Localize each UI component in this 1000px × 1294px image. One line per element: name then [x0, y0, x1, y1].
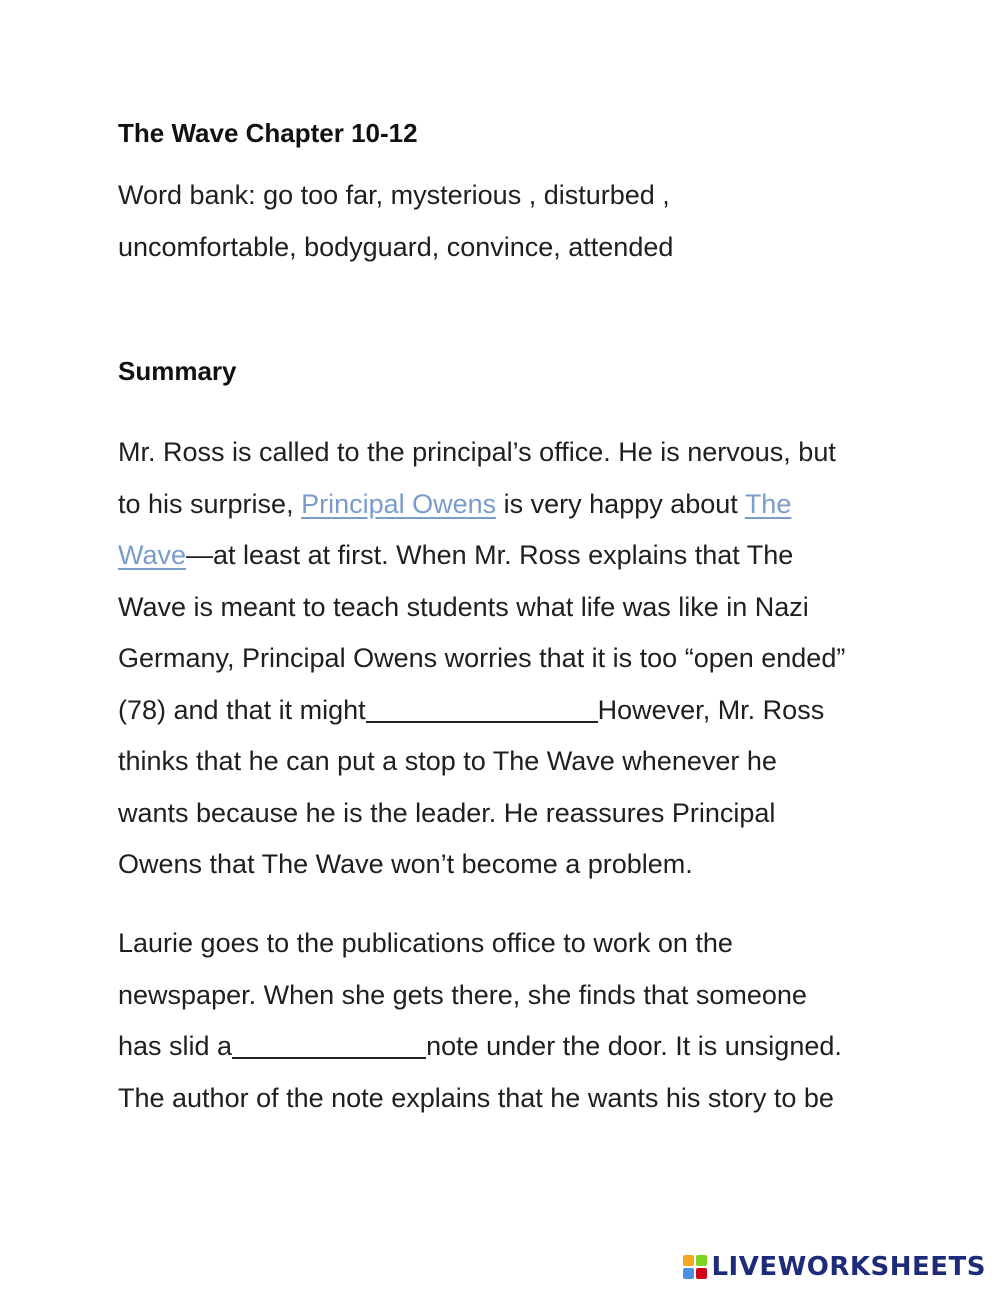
text-segment: —at least at first. When Mr. Ross explains that The — [186, 540, 794, 570]
answer-blank-1[interactable] — [366, 693, 598, 723]
page-title: The Wave Chapter 10-12 — [118, 118, 418, 148]
paragraph-line: Germany, Principal Owens worries that it is too “open ended” — [118, 643, 846, 673]
answer-blank-2[interactable] — [232, 1029, 426, 1059]
principal-owens-link[interactable]: Principal Owens — [301, 488, 497, 519]
text-segment: has slid a — [118, 1031, 233, 1061]
word-bank-line-2: uncomfortable, bodyguard, convince, attended — [118, 231, 674, 262]
paragraph-line: Mr. Ross is called to the principal’s office. He is nervous, but — [118, 437, 836, 467]
text-segment: note under the door. It is unsigned. — [426, 1031, 842, 1061]
paragraph-line: The author of the note explains that he wants his story to be — [118, 1082, 834, 1113]
summary-heading: Summary — [118, 356, 237, 386]
summary-paragraph-2 — [118, 918, 898, 1124]
text-segment: to his surprise, — [118, 488, 302, 519]
paragraph-line — [118, 530, 898, 582]
logo-text: LIVEWORKSHEETS — [711, 1252, 986, 1282]
word-bank — [118, 170, 898, 273]
paragraph-line: wants because he is the leader. He reassures Principal — [118, 797, 776, 828]
logo-block — [683, 1255, 694, 1266]
paragraph-line: Laurie goes to the publications office to work on the — [118, 928, 733, 958]
text-segment: However, Mr. Ross — [597, 694, 825, 725]
paragraph-line: Wave is meant to teach students what life was like in Nazi — [118, 591, 809, 622]
logo-block — [696, 1268, 707, 1279]
paragraph-line — [118, 479, 898, 531]
liveworksheets-logo — [683, 1252, 986, 1282]
logo-blocks-icon — [683, 1255, 707, 1279]
word-bank-line-1: Word bank: go too far, mysterious , disturbed , — [118, 180, 670, 210]
paragraph-line: newspaper. When she gets there, she finds that someone — [118, 979, 807, 1010]
paragraph-line: thinks that he can put a stop to The Wave whenever he — [118, 746, 777, 776]
paragraph-line: Owens that The Wave won’t become a problem. — [118, 849, 693, 879]
text-segment: (78) and that it might — [118, 694, 366, 725]
the-wave-link-part1[interactable]: The — [744, 488, 792, 519]
paragraph-line — [118, 1021, 898, 1073]
logo-block — [683, 1268, 694, 1279]
paragraph-line — [118, 685, 898, 737]
summary-paragraph-1 — [118, 427, 898, 891]
text-segment: is very happy about — [496, 488, 745, 519]
the-wave-link-part2[interactable]: Wave — [118, 540, 187, 570]
logo-block — [696, 1255, 707, 1266]
